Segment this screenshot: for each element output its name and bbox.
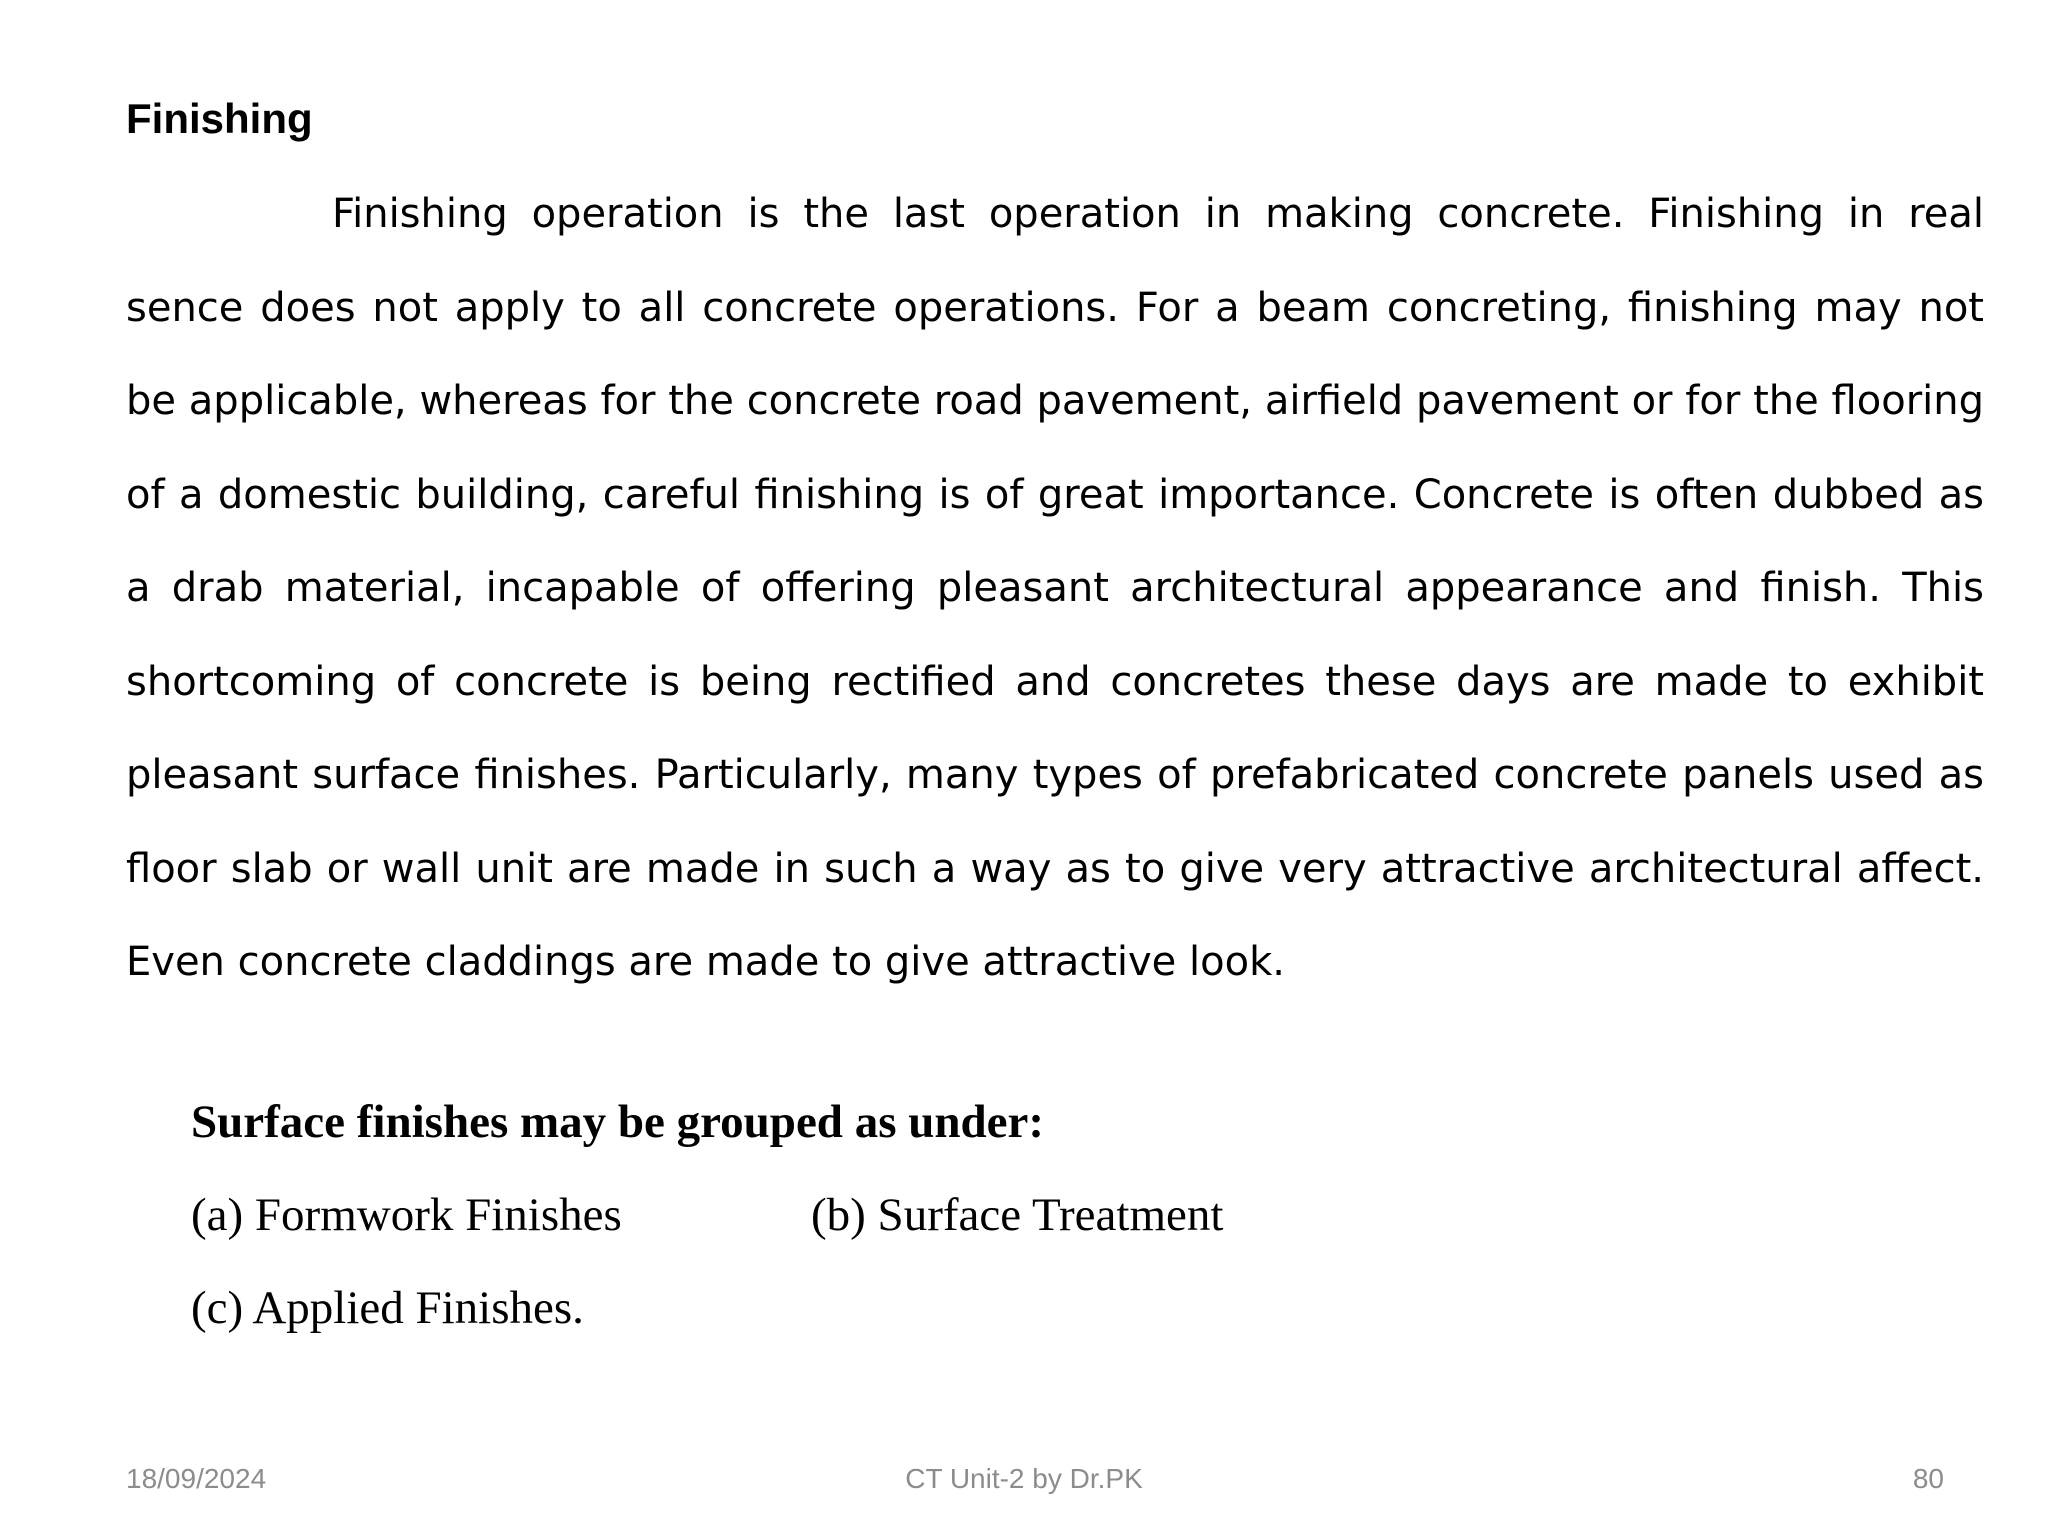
- slide-heading: Finishing: [126, 95, 313, 142]
- page-number: 80: [1912, 1463, 1944, 1494]
- list-item-surface-treatment: (b) Surface Treatment: [811, 1189, 1224, 1241]
- group-row-2: [191, 1262, 1044, 1355]
- list-item-formwork-finishes: (a) Formwork Finishes: [191, 1189, 622, 1241]
- body-paragraph: Finishing operation is the last operation in making concrete. Finishing in real sence does not apply to all concrete operations. For a beam concreting, finishing may not be applicable, whereas for the concrete road pavement, airfield pavement or for the flooring of a domestic building, careful finishing is of great importance. Concrete is often dubbed as a drab material, incapable of offering pleasant architectural appearance and finish. This shortcoming of concrete is being rectified and concretes these days are made to exhibit pleasant surface finishes. Particularly, many types of prefabricated concrete panels used as floor slab or wall unit are made in such a way as to give very attractive architectural affect. Even concrete claddings are made to give attractive look.: [126, 191, 1984, 985]
- surface-finishes-group: [191, 1076, 1224, 1355]
- footer-title: CT Unit-2 by Dr.PK: [905, 1463, 1143, 1494]
- group-row-1: [191, 1169, 1224, 1262]
- footer-date: 18/09/2024: [126, 1463, 267, 1494]
- group-title: Surface finishes may be grouped as under:: [191, 1096, 1045, 1148]
- list-item-applied-finishes: (c) Applied Finishes.: [191, 1282, 584, 1334]
